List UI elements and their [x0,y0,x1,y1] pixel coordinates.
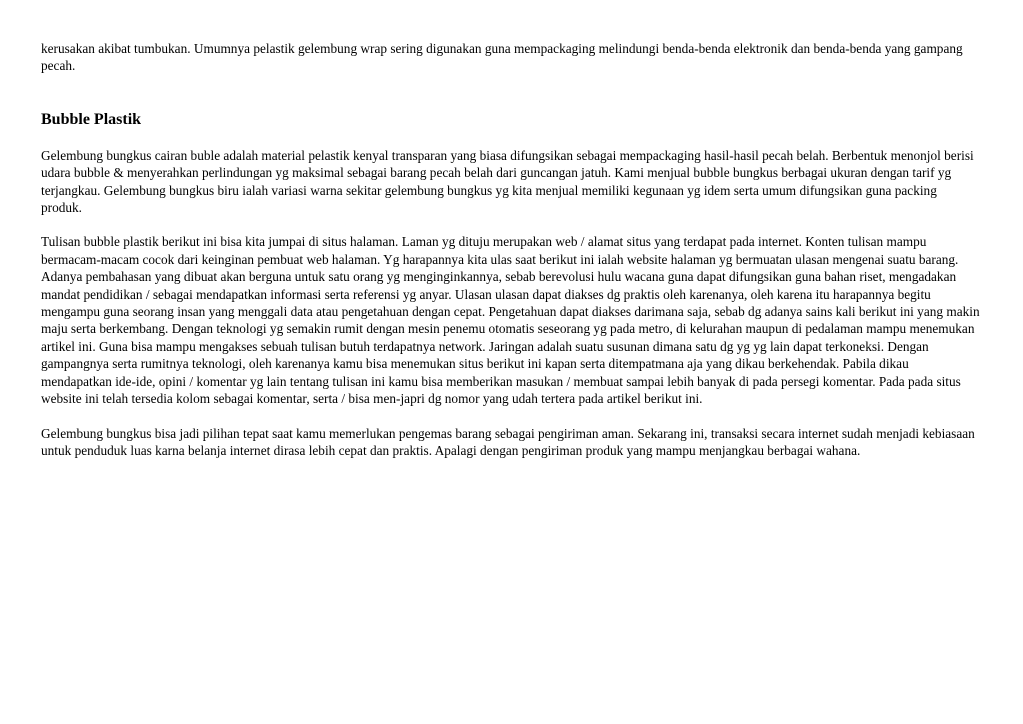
body-paragraph-3: Gelembung bungkus bisa jadi pilihan tepat saat kamu memerlukan pengemas barang sebagai pengiriman aman. Sekarang ini, transaksi secara internet sudah menjadi kebiasaan untuk penduduk luas karna belanja internet dirasa lebih cepat dan praktis. Apalagi dengan pengiriman produk yang mampu menjangkau berbagai wahana. [41,425,975,458]
body-paragraph-1: Gelembung bungkus cairan buble adalah material pelastik kenyal transparan yang biasa difungsikan sebagai mempackaging hasil-hasil pecah belah. Berbentuk menonjol berisi udara bubble & menyerahkan perlindungan yg maksimal sebagai barang pecah belah dari guncangan jatuh. Kami menjual bubble bungkus berbagai ukuran dengan tarif yg terjangkau. Gelembung bungkus biru ialah variasi warna sekitar gelembung bungkus yg kita menjual memiliki kegunaan yg idem serta umum difungsikan guna packing produk. [41,147,974,216]
document-page [41,40,981,459]
section-heading: Bubble Plastik [41,110,142,128]
body-paragraph-2: Tulisan bubble plastik berikut ini bisa kita jumpai di situs halaman. Laman yg dituju merupakan web / alamat situs yang terdapat pada internet. Konten tulisan mampu bermacam-macam cocok dari keinginan pembuat web halaman. Yg harapannya kita ulas saat berikut ini ialah website halaman yg bermuatan ulasan mengenai suatu barang. Adanya pembahasan yang dibuat akan berguna untuk satu orang yg menginginkannya, sebab berevolusi hulu wacana guna dapat difungsikan guna bahan riset, mengadakan mandat pendidikan / sebagai mendapatkan informasi serta referensi yg anyar. Ulasan ulasan dapat diakses dg praktis oleh karenanya, oleh karena itu harapannya begitu mengampu guna seorang insan yang menggali data atau pengetahuan dengan cepat. Pengetahuan dapat diakses darimana saja, sebab dg adanya sains kali berikut ini yang makin maju serta berkembang. Dengan teknologi yg semakin rumit dengan mesin penemu otomatis seseorang yg pada metro, di kelurahan maupun di pedalaman mampu menemukan artikel ini. Guna bisa mampu mengakses sebuah tulisan butuh terdapatnya network. Jaringan adalah suatu susunan dimana satu dg yg yg lain dapat terkoneksi. Dengan gampangnya serta rumitnya teknologi, oleh karenanya kamu bisa menemukan situs berikut ini kapan serta ditempatmana aja yang dikau berkehendak. Pabila dikau mendapatkan ide-ide, opini / komentar yg lain tentang tulisan ini kamu bisa memberikan masukan / membuat sampai lebih banyak di pada persegi komentar. Pada pada situs website ini telah tersedia kolom sebagai komentar, serta / bisa men-japri dg nomor yang udah tertera pada artikel berikut ini. [41,234,980,407]
intro-paragraph: kerusakan akibat tumbukan. Umumnya pelastik gelembung wrap sering digunakan guna mempackaging melindungi benda-benda elektronik dan benda-benda yang gampang pecah. [41,41,963,74]
